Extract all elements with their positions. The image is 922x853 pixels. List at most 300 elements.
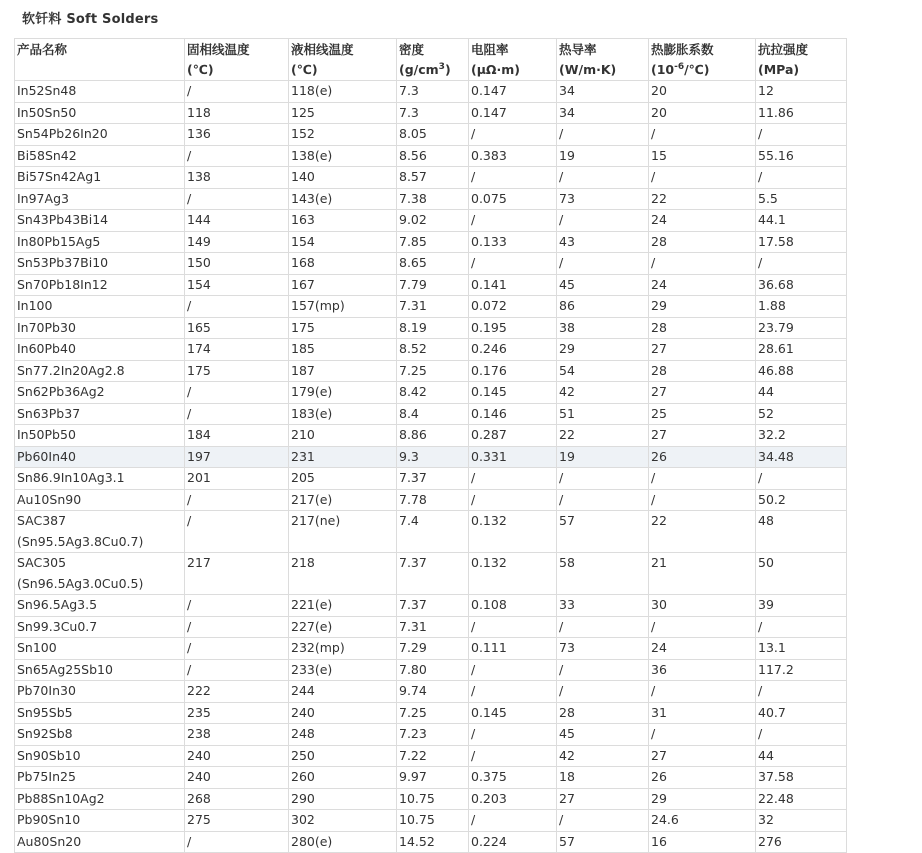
table-cell: / xyxy=(756,253,847,275)
table-cell: 29 xyxy=(649,296,756,318)
table-cell: 24 xyxy=(649,210,756,232)
table-cell: / xyxy=(469,724,557,746)
table-cell: / xyxy=(469,210,557,232)
table-cell: 154 xyxy=(289,231,397,253)
table-cell: / xyxy=(469,489,557,511)
table-cell: 34 xyxy=(557,81,649,103)
table-row xyxy=(15,425,847,447)
table-cell: 0.195 xyxy=(469,317,557,339)
table-row xyxy=(15,102,847,124)
table-cell: 13.1 xyxy=(756,638,847,660)
table-cell: 8.05 xyxy=(397,124,469,146)
table-cell: 0.383 xyxy=(469,145,557,167)
table-cell: 10.75 xyxy=(397,810,469,832)
table-cell: 8.56 xyxy=(397,145,469,167)
table-cell: / xyxy=(756,124,847,146)
table-cell: 20 xyxy=(649,81,756,103)
column-header xyxy=(557,39,649,81)
table-cell: 7.79 xyxy=(397,274,469,296)
table-cell: 38 xyxy=(557,317,649,339)
table-row xyxy=(15,489,847,511)
table-cell: 222 xyxy=(185,681,289,703)
table-cell: 28 xyxy=(649,360,756,382)
table-cell: / xyxy=(756,681,847,703)
table-cell: 19 xyxy=(557,145,649,167)
table-cell: 28.61 xyxy=(756,339,847,361)
table-row xyxy=(15,188,847,210)
table-cell: 0.145 xyxy=(469,702,557,724)
table-row xyxy=(15,167,847,189)
table-cell: 22 xyxy=(557,425,649,447)
table-cell: / xyxy=(557,489,649,511)
table-cell: 9.97 xyxy=(397,767,469,789)
table-cell: 32.2 xyxy=(756,425,847,447)
column-header-label: 固相线温度 xyxy=(187,42,250,57)
column-header-label: 抗拉强度 xyxy=(758,42,809,57)
table-cell: / xyxy=(557,167,649,189)
table-cell: 28 xyxy=(557,702,649,724)
table-row xyxy=(15,446,847,468)
table-cell: 8.86 xyxy=(397,425,469,447)
table-cell: 54 xyxy=(557,360,649,382)
table-cell: / xyxy=(469,253,557,275)
table-cell: 0.075 xyxy=(469,188,557,210)
table-cell: / xyxy=(185,616,289,638)
table-cell: 27 xyxy=(557,788,649,810)
table-cell: 0.145 xyxy=(469,382,557,404)
table-cell: 9.74 xyxy=(397,681,469,703)
product-name-cell: In100 xyxy=(15,296,185,318)
table-cell: 7.37 xyxy=(397,468,469,490)
table-cell: 0.176 xyxy=(469,360,557,382)
table-cell: 58 xyxy=(557,553,649,595)
table-cell: 18 xyxy=(557,767,649,789)
table-cell: 7.25 xyxy=(397,702,469,724)
table-cell: 7.23 xyxy=(397,724,469,746)
table-cell: 138(e) xyxy=(289,145,397,167)
table-row xyxy=(15,511,847,553)
table-cell: / xyxy=(756,167,847,189)
table-cell: 8.4 xyxy=(397,403,469,425)
table-cell: 125 xyxy=(289,102,397,124)
table-cell: 240 xyxy=(185,767,289,789)
table-cell: 302 xyxy=(289,810,397,832)
table-row xyxy=(15,595,847,617)
table-cell: 29 xyxy=(557,339,649,361)
column-header xyxy=(469,39,557,81)
table-cell: 21 xyxy=(649,553,756,595)
table-cell: 33 xyxy=(557,595,649,617)
product-name-cell: Sn54Pb26In20 xyxy=(15,124,185,146)
table-cell: 5.5 xyxy=(756,188,847,210)
table-cell: 0.133 xyxy=(469,231,557,253)
table-cell: 73 xyxy=(557,188,649,210)
table-row xyxy=(15,360,847,382)
table-cell: 232(mp) xyxy=(289,638,397,660)
table-cell: / xyxy=(557,468,649,490)
table-cell: 44 xyxy=(756,382,847,404)
table-cell: 51 xyxy=(557,403,649,425)
table-cell: / xyxy=(185,382,289,404)
solder-table xyxy=(14,38,847,853)
table-cell: 221(e) xyxy=(289,595,397,617)
table-cell: 7.37 xyxy=(397,595,469,617)
table-cell: 150 xyxy=(185,253,289,275)
table-body xyxy=(15,81,847,853)
table-cell: / xyxy=(185,296,289,318)
column-header xyxy=(185,39,289,81)
table-cell: 19 xyxy=(557,446,649,468)
table-cell: 167 xyxy=(289,274,397,296)
table-cell: 7.29 xyxy=(397,638,469,660)
unit-suffix: ) xyxy=(444,62,451,77)
header-row xyxy=(15,39,847,81)
table-cell: 7.31 xyxy=(397,296,469,318)
table-cell: 244 xyxy=(289,681,397,703)
table-cell: 152 xyxy=(289,124,397,146)
table-cell: 290 xyxy=(289,788,397,810)
table-cell: 0.132 xyxy=(469,511,557,553)
table-cell: / xyxy=(185,595,289,617)
product-name-cell: Pb60In40 xyxy=(15,446,185,468)
table-cell: 17.58 xyxy=(756,231,847,253)
table-cell: 24 xyxy=(649,638,756,660)
column-header-label: 电阻率 xyxy=(471,42,509,57)
table-cell: 0.132 xyxy=(469,553,557,595)
table-cell: 7.38 xyxy=(397,188,469,210)
table-cell: 118(e) xyxy=(289,81,397,103)
table-cell: 86 xyxy=(557,296,649,318)
product-name-cell: Sn99.3Cu0.7 xyxy=(15,616,185,638)
column-header-label: 密度 xyxy=(399,42,425,57)
table-row xyxy=(15,745,847,767)
table-cell: 32 xyxy=(756,810,847,832)
table-cell: / xyxy=(557,659,649,681)
table-row xyxy=(15,253,847,275)
table-cell: / xyxy=(649,489,756,511)
table-row xyxy=(15,468,847,490)
table-cell: 10.75 xyxy=(397,788,469,810)
table-cell: 7.85 xyxy=(397,231,469,253)
table-cell: / xyxy=(469,810,557,832)
table-cell: 22 xyxy=(649,511,756,553)
table-cell: 275 xyxy=(185,810,289,832)
table-cell: 15 xyxy=(649,145,756,167)
table-cell: 7.80 xyxy=(397,659,469,681)
table-cell: 240 xyxy=(185,745,289,767)
table-cell: 73 xyxy=(557,638,649,660)
product-name-cell: Au10Sn90 xyxy=(15,489,185,511)
product-name-cell: Sn90Sb10 xyxy=(15,745,185,767)
table-cell: 233(e) xyxy=(289,659,397,681)
table-cell: 179(e) xyxy=(289,382,397,404)
table-cell: 0.224 xyxy=(469,831,557,853)
table-cell: 0.108 xyxy=(469,595,557,617)
product-name-cell: Au80Sn20 xyxy=(15,831,185,853)
table-row xyxy=(15,339,847,361)
table-cell: 0.203 xyxy=(469,788,557,810)
table-cell: 25 xyxy=(649,403,756,425)
table-cell: / xyxy=(469,745,557,767)
table-cell: / xyxy=(185,489,289,511)
table-cell: 7.3 xyxy=(397,81,469,103)
table-cell: 14.52 xyxy=(397,831,469,853)
table-row xyxy=(15,231,847,253)
table-cell: 22.48 xyxy=(756,788,847,810)
table-cell: 175 xyxy=(185,360,289,382)
table-cell: / xyxy=(185,831,289,853)
table-cell: 168 xyxy=(289,253,397,275)
table-cell: / xyxy=(469,167,557,189)
column-header-unit: (MPa) xyxy=(758,62,800,77)
table-cell: 45 xyxy=(557,724,649,746)
table-cell: 24.6 xyxy=(649,810,756,832)
table-cell: / xyxy=(185,659,289,681)
table-cell: 260 xyxy=(289,767,397,789)
table-cell: 42 xyxy=(557,382,649,404)
table-cell: 0.072 xyxy=(469,296,557,318)
table-cell: 26 xyxy=(649,767,756,789)
table-cell: / xyxy=(756,468,847,490)
table-cell: / xyxy=(185,511,289,553)
table-cell: 31 xyxy=(649,702,756,724)
table-cell: / xyxy=(649,616,756,638)
product-name-cell: In50Pb50 xyxy=(15,425,185,447)
table-cell: 217(e) xyxy=(289,489,397,511)
table-cell: 144 xyxy=(185,210,289,232)
table-row xyxy=(15,681,847,703)
table-cell: 50.2 xyxy=(756,489,847,511)
table-cell: 44 xyxy=(756,745,847,767)
table-row xyxy=(15,616,847,638)
product-name-cell: Sn96.5Ag3.5 xyxy=(15,595,185,617)
table-cell: 0.141 xyxy=(469,274,557,296)
table-cell: / xyxy=(469,124,557,146)
table-row xyxy=(15,702,847,724)
table-cell: / xyxy=(557,810,649,832)
table-cell: / xyxy=(469,616,557,638)
table-cell: / xyxy=(185,638,289,660)
table-cell: 7.3 xyxy=(397,102,469,124)
table-cell: 52 xyxy=(756,403,847,425)
table-cell: 138 xyxy=(185,167,289,189)
table-cell: / xyxy=(649,681,756,703)
table-cell: 8.42 xyxy=(397,382,469,404)
product-name-cell: Sn92Sb8 xyxy=(15,724,185,746)
column-header-unit: (g/cm xyxy=(399,62,439,77)
table-cell: 39 xyxy=(756,595,847,617)
unit-superscript: -6 xyxy=(674,61,685,72)
table-cell: 217(ne) xyxy=(289,511,397,553)
table-row xyxy=(15,831,847,853)
table-cell: / xyxy=(185,188,289,210)
table-cell: 9.02 xyxy=(397,210,469,232)
product-name-cell: In80Pb15Ag5 xyxy=(15,231,185,253)
table-cell: 8.52 xyxy=(397,339,469,361)
product-name-cell: Sn65Ag25Sb10 xyxy=(15,659,185,681)
product-name-cell: In52Sn48 xyxy=(15,81,185,103)
table-cell: 57 xyxy=(557,831,649,853)
page-title: 软钎料 Soft Solders xyxy=(22,12,159,27)
table-row xyxy=(15,810,847,832)
table-cell: / xyxy=(557,616,649,638)
table-cell: 248 xyxy=(289,724,397,746)
table-cell: 27 xyxy=(649,425,756,447)
table-cell: 149 xyxy=(185,231,289,253)
table-cell: 175 xyxy=(289,317,397,339)
table-cell: 43 xyxy=(557,231,649,253)
table-cell: 136 xyxy=(185,124,289,146)
table-cell: 118 xyxy=(185,102,289,124)
product-name-cell: Sn95Sb5 xyxy=(15,702,185,724)
table-cell: 217 xyxy=(185,553,289,595)
table-cell: 0.246 xyxy=(469,339,557,361)
column-header-unit: (℃) xyxy=(291,62,318,77)
table-row xyxy=(15,788,847,810)
table-row xyxy=(15,210,847,232)
table-cell: 187 xyxy=(289,360,397,382)
product-name-cell: In70Pb30 xyxy=(15,317,185,339)
table-cell: 117.2 xyxy=(756,659,847,681)
table-cell: 185 xyxy=(289,339,397,361)
column-header xyxy=(756,39,847,81)
table-cell: 238 xyxy=(185,724,289,746)
table-cell: 45 xyxy=(557,274,649,296)
table-row xyxy=(15,382,847,404)
product-name-cell: In60Pb40 xyxy=(15,339,185,361)
column-header-label: 产品名称 xyxy=(17,42,68,57)
product-name-cell: Sn100 xyxy=(15,638,185,660)
column-header-unit: (℃) xyxy=(187,62,214,77)
table-cell: / xyxy=(469,681,557,703)
table-row xyxy=(15,659,847,681)
table-cell: 218 xyxy=(289,553,397,595)
table-cell: 183(e) xyxy=(289,403,397,425)
table-row xyxy=(15,638,847,660)
table-cell: 12 xyxy=(756,81,847,103)
table-cell: 227(e) xyxy=(289,616,397,638)
table-cell: / xyxy=(649,124,756,146)
table-cell: 276 xyxy=(756,831,847,853)
table-cell: 36 xyxy=(649,659,756,681)
product-name-cell: In50Sn50 xyxy=(15,102,185,124)
table-cell: / xyxy=(557,124,649,146)
table-cell: 250 xyxy=(289,745,397,767)
table-cell: 1.88 xyxy=(756,296,847,318)
table-cell: / xyxy=(557,681,649,703)
table-cell: 27 xyxy=(649,382,756,404)
table-cell: 7.78 xyxy=(397,489,469,511)
table-cell: / xyxy=(185,81,289,103)
table-row xyxy=(15,296,847,318)
table-cell: 23.79 xyxy=(756,317,847,339)
product-name-cell: Bi58Sn42 xyxy=(15,145,185,167)
table-cell: 37.58 xyxy=(756,767,847,789)
product-name-cell: Sn63Pb37 xyxy=(15,403,185,425)
table-cell: 240 xyxy=(289,702,397,724)
table-cell: 55.16 xyxy=(756,145,847,167)
product-name-cell: Pb70In30 xyxy=(15,681,185,703)
table-cell: 0.146 xyxy=(469,403,557,425)
table-cell: 42 xyxy=(557,745,649,767)
table-row xyxy=(15,145,847,167)
table-cell: / xyxy=(185,145,289,167)
column-header-label: 热导率 xyxy=(559,42,597,57)
column-header-label: 液相线温度 xyxy=(291,42,354,57)
table-cell: 140 xyxy=(289,167,397,189)
column-header-unit: (10 xyxy=(651,62,675,77)
table-row xyxy=(15,124,847,146)
unit-superscript: 3 xyxy=(438,61,445,72)
column-header-unit: (W/m·K) xyxy=(559,62,617,77)
table-cell: 205 xyxy=(289,468,397,490)
table-cell: 8.65 xyxy=(397,253,469,275)
product-name-cell: SAC387 (Sn95.5Ag3.8Cu0.7) xyxy=(15,511,185,553)
table-cell: 0.111 xyxy=(469,638,557,660)
column-header xyxy=(397,39,469,81)
table-cell: 0.331 xyxy=(469,446,557,468)
table-cell: 24 xyxy=(649,274,756,296)
table-cell: / xyxy=(469,659,557,681)
table-cell: 174 xyxy=(185,339,289,361)
table-cell: / xyxy=(649,724,756,746)
table-cell: / xyxy=(649,468,756,490)
column-header xyxy=(15,39,185,81)
table-cell: 36.68 xyxy=(756,274,847,296)
table-cell: 154 xyxy=(185,274,289,296)
table-cell: 27 xyxy=(649,745,756,767)
table-cell: 201 xyxy=(185,468,289,490)
product-name-cell: Bi57Sn42Ag1 xyxy=(15,167,185,189)
unit-suffix: /℃) xyxy=(684,62,710,77)
table-cell: 28 xyxy=(649,231,756,253)
table-cell: / xyxy=(557,210,649,232)
table-cell: 9.3 xyxy=(397,446,469,468)
table-cell: / xyxy=(469,468,557,490)
table-cell: / xyxy=(557,253,649,275)
table-cell: 184 xyxy=(185,425,289,447)
product-name-cell: Sn77.2In20Ag2.8 xyxy=(15,360,185,382)
product-name-cell: Pb90Sn10 xyxy=(15,810,185,832)
table-cell: / xyxy=(649,253,756,275)
table-cell: 280(e) xyxy=(289,831,397,853)
table-cell: 34 xyxy=(557,102,649,124)
column-header xyxy=(649,39,756,81)
table-cell: 197 xyxy=(185,446,289,468)
table-cell: 7.25 xyxy=(397,360,469,382)
product-name-cell: Sn86.9In10Ag3.1 xyxy=(15,468,185,490)
table-cell: 40.7 xyxy=(756,702,847,724)
table-cell: 235 xyxy=(185,702,289,724)
product-name-cell: Sn53Pb37Bi10 xyxy=(15,253,185,275)
table-cell: 26 xyxy=(649,446,756,468)
table-cell: 20 xyxy=(649,102,756,124)
table-cell: 7.37 xyxy=(397,553,469,595)
table-cell: 210 xyxy=(289,425,397,447)
product-name-cell: In97Ag3 xyxy=(15,188,185,210)
table-cell: / xyxy=(756,724,847,746)
product-name-cell: Pb88Sn10Ag2 xyxy=(15,788,185,810)
table-row xyxy=(15,274,847,296)
column-header xyxy=(289,39,397,81)
table-cell: 46.88 xyxy=(756,360,847,382)
table-cell: 0.287 xyxy=(469,425,557,447)
table-cell: 231 xyxy=(289,446,397,468)
table-cell: 157(mp) xyxy=(289,296,397,318)
table-cell: 268 xyxy=(185,788,289,810)
column-header-label: 热膨胀系数 xyxy=(651,42,714,57)
table-cell: 28 xyxy=(649,317,756,339)
